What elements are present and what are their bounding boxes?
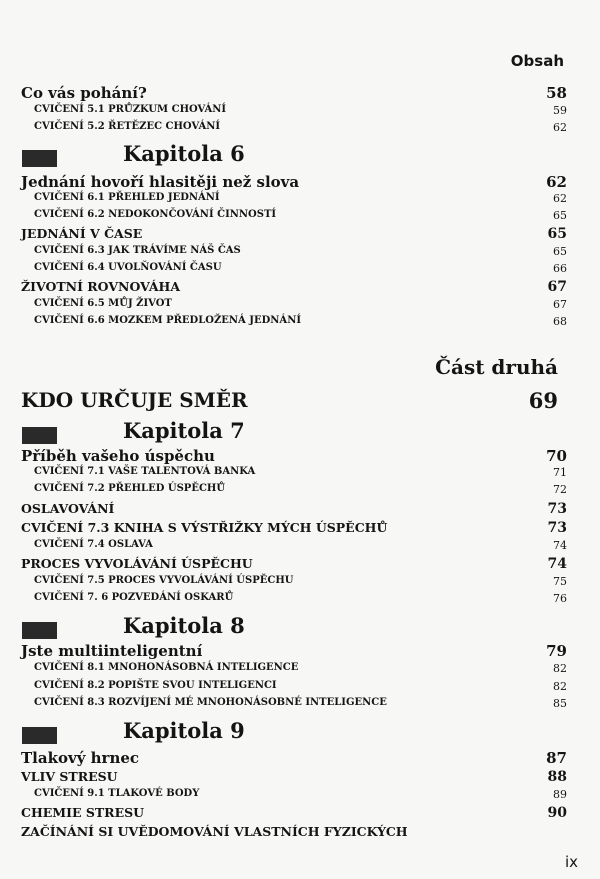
entry-title: JEDNÁNÍ V ČASE <box>21 226 143 241</box>
entry-title: Jednání hovoří hlasitěji než slova <box>21 173 300 191</box>
toc-subentry <box>0 104 600 122</box>
entry-page: 62 <box>546 173 567 191</box>
subentry-title: CVIČENÍ 7. 6 POZVEDÁNÍ OSKARŮ <box>34 592 234 603</box>
toc-entry <box>0 642 600 660</box>
entry-title: Příběh vašeho úspěchu <box>21 447 215 465</box>
subentry-page: 65 <box>553 209 567 222</box>
entry-page: 74 <box>547 556 567 572</box>
toc-entry <box>0 749 600 767</box>
entry-page: 65 <box>547 226 567 242</box>
subentry-title: CVIČENÍ 8.2 POPIŠTE SVOU INTELIGENCI <box>34 680 277 691</box>
toc-subentry <box>0 121 600 139</box>
toc-subentry <box>0 315 600 333</box>
part-title-entry <box>0 388 600 416</box>
subentry-title: CVIČENÍ 7.2 PŘEHLED ÚSPĚCHŮ <box>34 483 226 494</box>
toc-entry <box>0 84 600 102</box>
entry-title: Tlakový hrnec <box>21 749 140 767</box>
subentry-title: CVIČENÍ 7.4 OSLAVA <box>34 539 153 550</box>
subentry-page: 71 <box>553 466 567 479</box>
subentry-page: 74 <box>553 539 567 552</box>
entry-page: 58 <box>546 84 567 102</box>
entry-page: 73 <box>547 501 567 517</box>
toc-subentry <box>0 662 600 680</box>
subentry-page: 72 <box>553 483 567 496</box>
chapter-heading <box>0 141 600 171</box>
subentry-page: 65 <box>553 245 567 258</box>
subentry-page: 66 <box>553 262 567 275</box>
entry-title: PROCES VYVOLÁVÁNÍ ÚSPĚCHU <box>21 556 253 571</box>
entry-page: 73 <box>547 520 567 536</box>
subentry-title: CVIČENÍ 6.4 UVOLŇOVÁNÍ ČASU <box>34 262 222 273</box>
entry-title: Jste multiinteligentní <box>21 642 203 660</box>
chapter-title: Kapitola 9 <box>123 718 245 743</box>
part-page: 69 <box>528 388 558 413</box>
entry-page: 79 <box>546 642 567 660</box>
toc-subentry <box>0 192 600 210</box>
chapter-title: Kapitola 6 <box>123 141 245 166</box>
part-title: KDO URČUJE SMĚR <box>21 388 248 412</box>
chapter-marker <box>22 427 57 444</box>
subentry-page: 59 <box>553 104 567 117</box>
entry-title: ZAČÍNÁNÍ SI UVĚDOMOVÁNÍ VLASTNÍCH FYZICKÝCH <box>21 824 408 839</box>
subentry-title: CVIČENÍ 7.5 PROCES VYVOLÁVÁNÍ ÚSPĚCHU <box>34 575 294 586</box>
entry-page: 70 <box>546 447 567 465</box>
toc-subentry <box>0 245 600 263</box>
subentry-title: CVIČENÍ 6.1 PŘEHLED JEDNÁNÍ <box>34 192 220 203</box>
toc-subentry <box>0 697 600 715</box>
toc-subentry <box>0 466 600 484</box>
subentry-title: CVIČENÍ 6.3 JAK TRÁVÍME NÁŠ ČAS <box>34 245 241 256</box>
toc-entry <box>0 769 600 787</box>
toc-entry <box>0 173 600 191</box>
entry-title: CHEMIE STRESU <box>21 805 145 820</box>
subentry-title: CVIČENÍ 8.3 ROZVÍJENÍ MÉ MNOHONÁSOBNÉ INTELIGENCE <box>34 697 387 708</box>
chapter-title: Kapitola 8 <box>123 613 245 638</box>
chapter-marker <box>22 150 57 167</box>
chapter-marker <box>22 622 57 639</box>
toc-entry <box>0 447 600 465</box>
entry-title: Co vás pohání? <box>21 84 147 102</box>
chapter-marker <box>22 727 57 744</box>
entry-title: ŽIVOTNÍ ROVNOVÁHA <box>21 279 181 294</box>
toc-entry <box>0 501 600 519</box>
chapter-heading <box>0 718 600 748</box>
toc-entry <box>0 824 600 842</box>
subentry-page: 89 <box>553 788 567 801</box>
toc-subentry <box>0 575 600 593</box>
toc-subentry <box>0 539 600 557</box>
subentry-page: 75 <box>553 575 567 588</box>
chapter-heading <box>0 613 600 643</box>
page-number: ix <box>564 853 578 871</box>
subentry-title: CVIČENÍ 6.5 MŮJ ŽIVOT <box>34 298 172 309</box>
toc-subentry <box>0 592 600 610</box>
toc-entry <box>0 520 600 538</box>
subentry-title: CVIČENÍ 6.2 NEDOKONČOVÁNÍ ČINNOSTÍ <box>34 209 277 220</box>
subentry-page: 62 <box>553 192 567 205</box>
toc-entry <box>0 226 600 244</box>
toc-entry <box>0 279 600 297</box>
subentry-title: CVIČENÍ 5.2 ŘETĚZEC CHOVÁNÍ <box>34 121 221 132</box>
subentry-title: CVIČENÍ 9.1 TLAKOVÉ BODY <box>34 788 200 799</box>
subentry-page: 76 <box>553 592 567 605</box>
entry-page: 87 <box>546 749 567 767</box>
running-header: Obsah <box>510 52 564 70</box>
entry-page: 88 <box>547 769 567 785</box>
entry-page: 67 <box>547 279 567 295</box>
toc-subentry <box>0 483 600 501</box>
entry-page: 90 <box>547 805 567 821</box>
entry-title: OSLAVOVÁNÍ <box>21 501 115 516</box>
toc-subentry <box>0 262 600 280</box>
part-label: Část druhá <box>435 355 558 379</box>
toc-subentry <box>0 788 600 806</box>
chapter-title: Kapitola 7 <box>123 418 245 443</box>
subentry-page: 82 <box>553 662 567 675</box>
toc-subentry <box>0 298 600 316</box>
subentry-title: CVIČENÍ 8.1 MNOHONÁSOBNÁ INTELIGENCE <box>34 662 299 673</box>
toc-entry <box>0 556 600 574</box>
subentry-title: CVIČENÍ 6.6 MOZKEM PŘEDLOŽENÁ JEDNÁNÍ <box>34 315 302 326</box>
toc-subentry <box>0 209 600 227</box>
entry-title: VLIV STRESU <box>21 769 118 784</box>
toc-entry <box>0 805 600 823</box>
toc-subentry <box>0 680 600 698</box>
chapter-heading <box>0 418 600 448</box>
subentry-page: 68 <box>553 315 567 328</box>
subentry-page: 82 <box>553 680 567 693</box>
subentry-title: CVIČENÍ 7.1 VAŠE TALENTOVÁ BANKA <box>34 466 256 477</box>
subentry-title: CVIČENÍ 5.1 PRŮZKUM CHOVÁNÍ <box>34 104 227 115</box>
subentry-page: 62 <box>553 121 567 134</box>
subentry-page: 67 <box>553 298 567 311</box>
subentry-page: 85 <box>553 697 567 710</box>
entry-title: CVIČENÍ 7.3 KNIHA S VÝSTŘIŽKY MÝCH ÚSPĚCHŮ <box>21 520 388 535</box>
